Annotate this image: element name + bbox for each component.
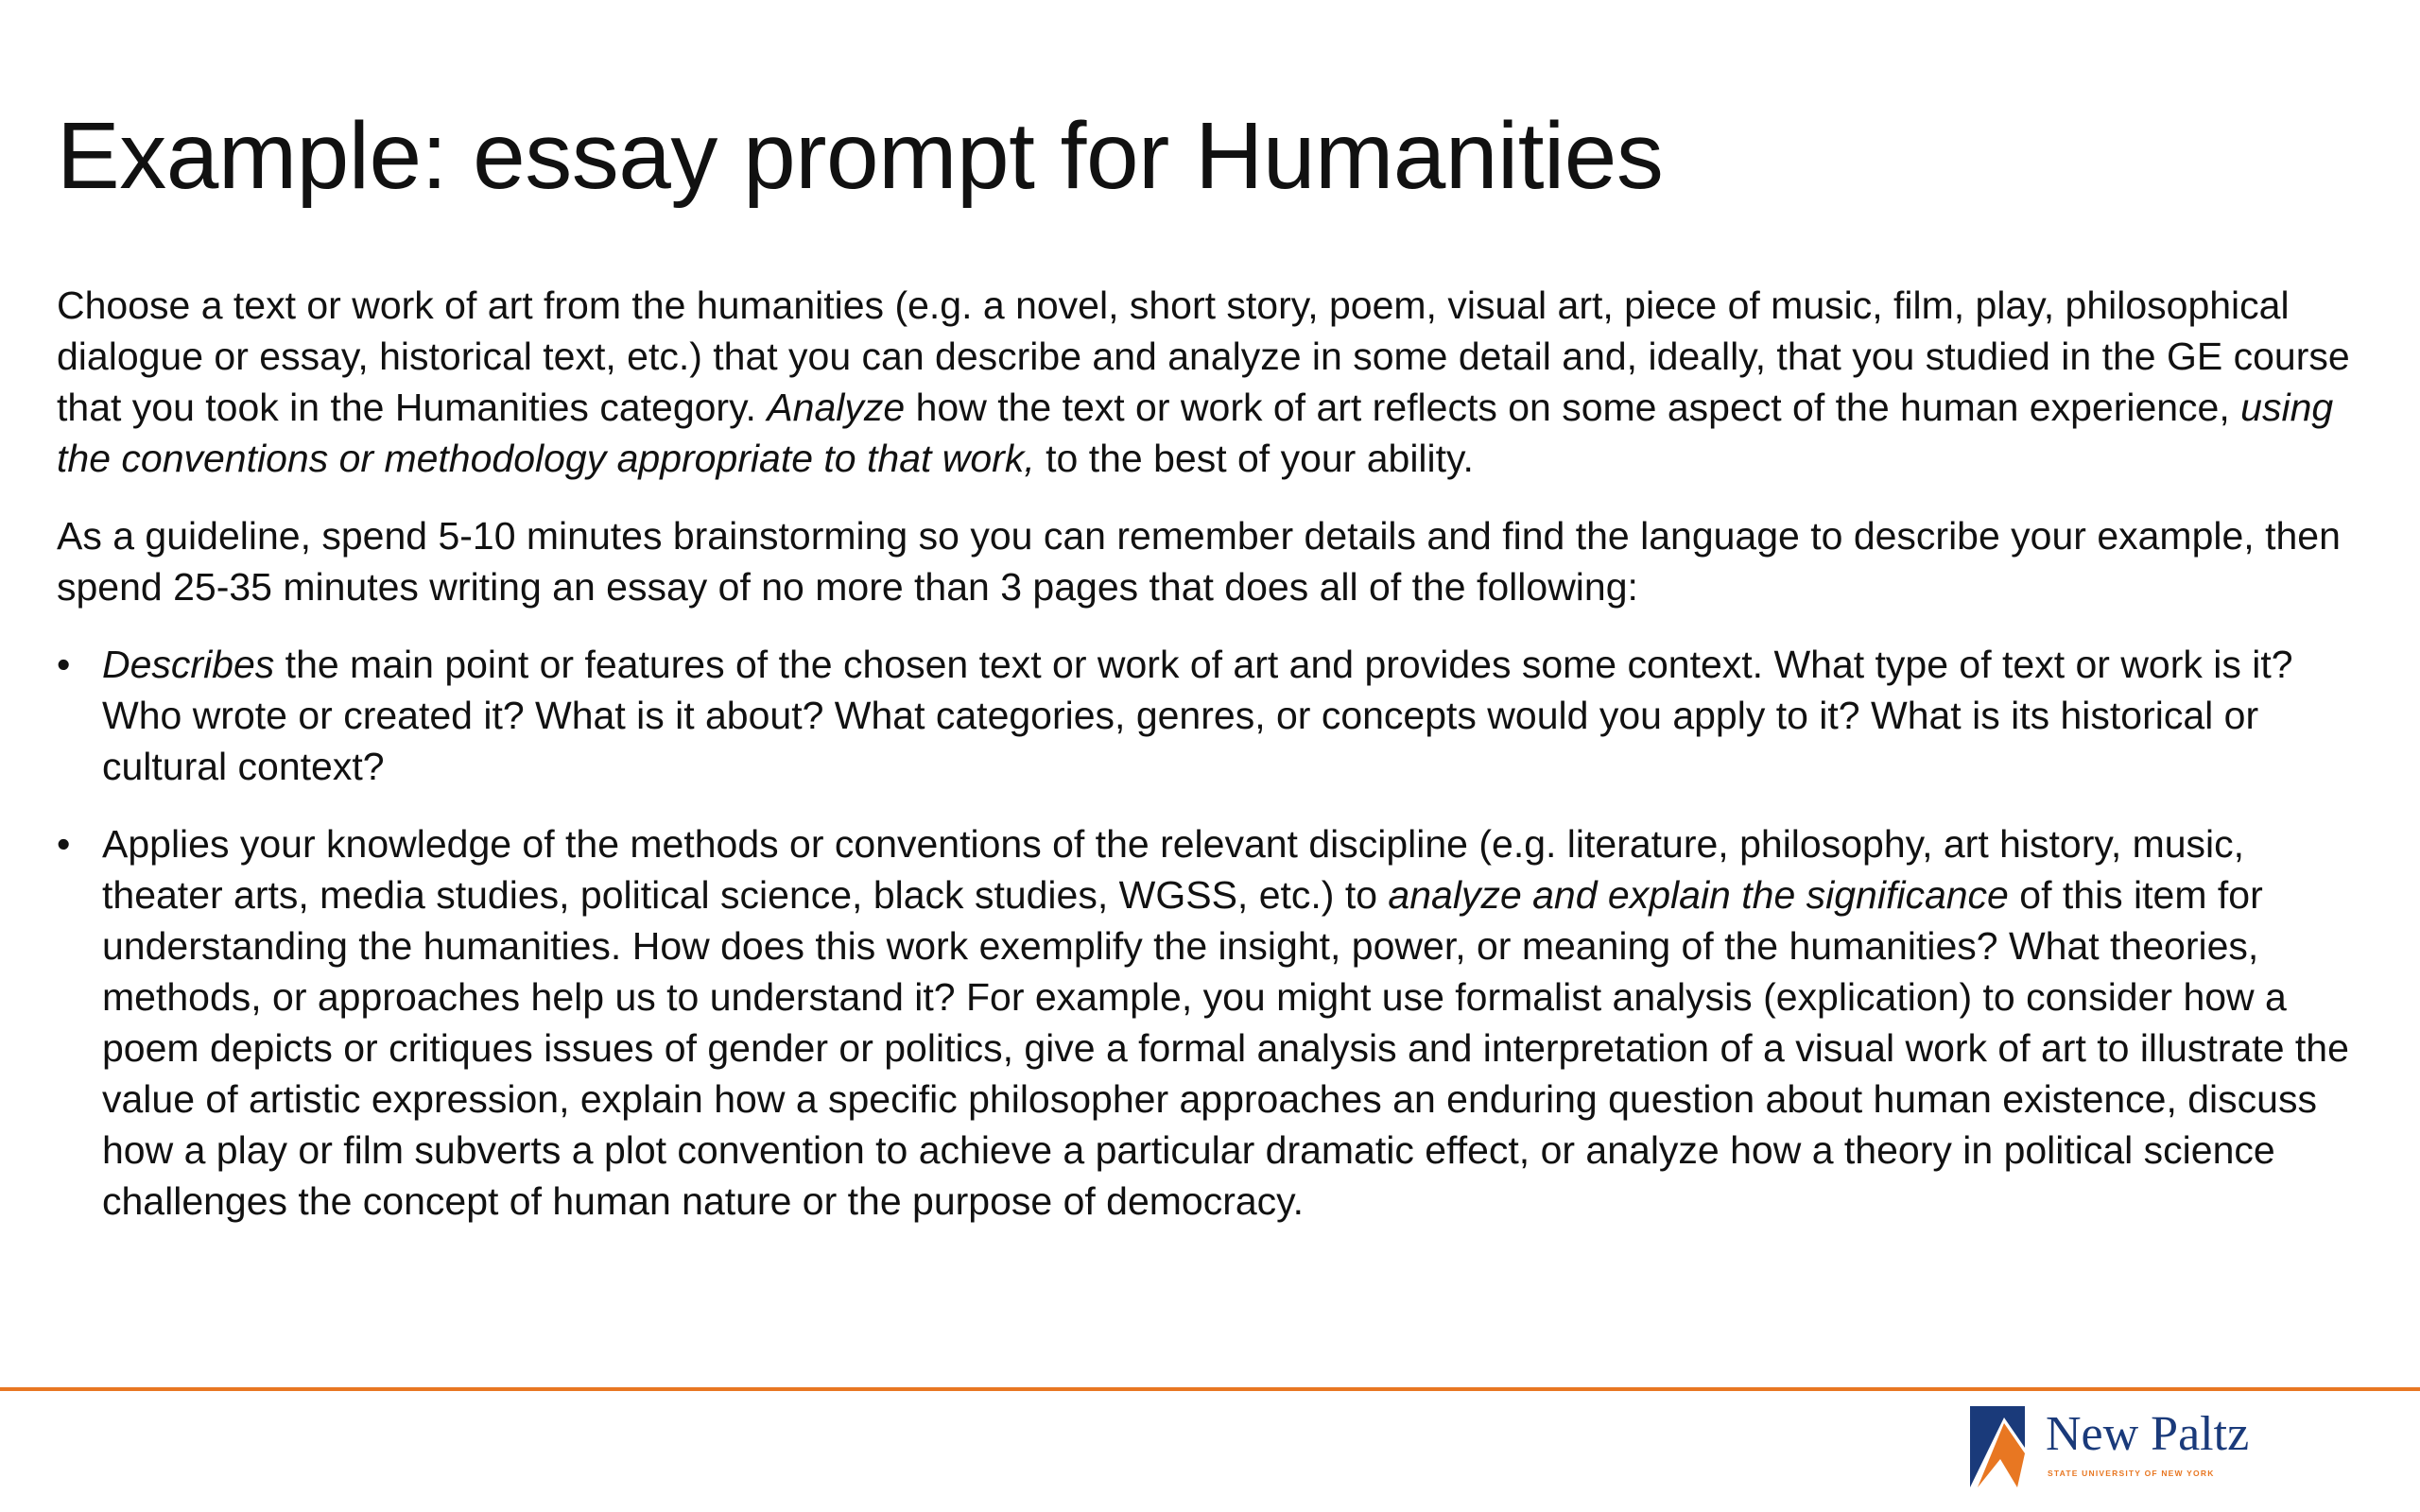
slide-title: Example: essay prompt for Humanities (57, 103, 1664, 209)
logo-wordmark: New Paltz (2046, 1407, 2250, 1461)
new-paltz-logo (1968, 1404, 2280, 1489)
requirements-list (57, 639, 2363, 1227)
bullet-marker: • (57, 822, 71, 866)
list-item (57, 818, 2363, 1227)
bullet-emphasis-significance: analyze and explain the significance (1388, 873, 2009, 917)
bullet-text-describes: the main point or features of the chosen text or work of art and provides some context. What type of text or work is it? Who wrote or created it? What is it about? What categories, genres, or concepts would you apply to it? What is its historical or cultural context? (102, 643, 2293, 788)
prompt-text-2: how the text or work of art reflects on some aspect of the human experience, (905, 386, 2241, 429)
bullet-text-applies-1: Applies your knowledge of the methods or conventions of the relevant discipline (e.g. literature, philosophy, art history, music, theater arts, media studies, political science, black studies, WGSS, etc.) to (102, 822, 2245, 917)
bullet-emphasis-describes: Describes (102, 643, 275, 686)
list-item (57, 639, 2363, 792)
bullet-marker: • (57, 643, 71, 686)
prompt-paragraph (57, 280, 2363, 484)
prompt-emphasis-analyze: Analyze (767, 386, 906, 429)
footer-divider (0, 1387, 2420, 1391)
bullet-text-applies-2: of this item for understanding the humanities. How does this work exemplify the insight, power, or meaning of the humanities? What theories, methods, or approaches help us to understand it? For example, you might use formalist analysis (explication) to consider how a poem depicts or critiques issues of gender or politics, give a formal analysis and interpretation of a visual work of art to illustrate the value of artistic expression, explain how a specific philosopher approaches an enduring question about human existence, discuss how a play or film subverts a plot convention to achieve a particular dramatic effect, or analyze how a theory in political science challenges the concept of human nature or the purpose of democracy. (102, 873, 2349, 1223)
guideline-paragraph: As a guideline, spend 5-10 minutes brainstorming so you can remember details and find the language to describe your example, then spend 25-35 minutes writing an essay of no more than 3 pages that does all of the following: (57, 514, 2341, 609)
slide-body (57, 280, 2363, 1253)
logo-subtitle: STATE UNIVERSITY OF NEW YORK (2048, 1469, 2215, 1478)
new-paltz-logo-mark-icon (1968, 1404, 2034, 1489)
prompt-text-1: Choose a text or work of art from the humanities (e.g. a novel, short story, poem, visual art, piece of music, film, play, philosophical dialogue or essay, historical text, etc.) that you can describe and analyze in some detail and, ideally, that you studied in the GE course that you took in the Humanities category. (57, 284, 2350, 429)
prompt-text-3: to the best of your ability. (1034, 437, 1474, 480)
prompt-emphasis-methodology: using the conventions or methodology appropriate to that work, (57, 386, 2334, 480)
